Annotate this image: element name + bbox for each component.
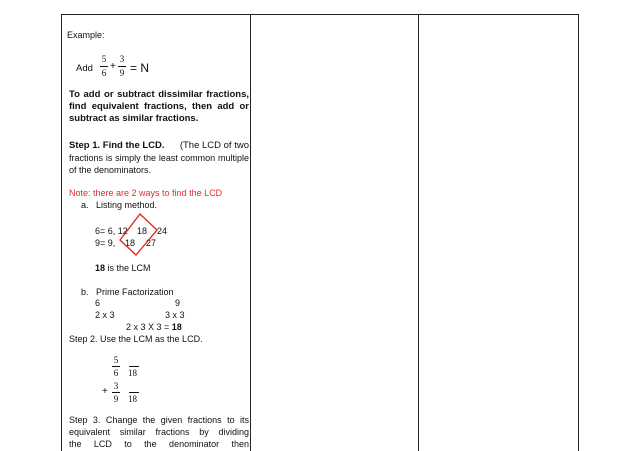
rule-line-2: find equivalent fractions, then add or (69, 101, 249, 112)
table-left-border (61, 14, 62, 451)
step2-label: Step 2. Use the LCM as the LCD. (69, 334, 203, 344)
listing-row-6-start: 6= 6, 12 (95, 226, 128, 236)
listing-row-6-match: 18 (137, 226, 148, 236)
lcd-note: Note: there are 2 ways to find the LCD (69, 188, 223, 198)
example-label: Example: (67, 30, 105, 40)
step2-plus-sign: + (102, 386, 108, 397)
step2-frac1-target-den: 18 (128, 368, 137, 378)
problem-frac2-numerator: 3 (119, 54, 125, 64)
listing-row-9-match: 18 (125, 238, 136, 248)
problem-equals-n: = N (130, 61, 150, 75)
pf-right-number: 9 (175, 298, 181, 308)
pf-product-text: 2 x 3 X 3 = (126, 322, 170, 332)
step2-frac2-target-den: 18 (128, 394, 137, 404)
problem-frac2-bar (118, 66, 126, 67)
method-a-label: Listing method. (96, 200, 158, 210)
step1-title: Step 1. Find the LCD. (69, 140, 165, 151)
pf-product-value: 18 (171, 322, 182, 332)
pf-left-number: 6 (95, 298, 101, 308)
listing-row-9-next: 27 (146, 238, 157, 248)
step1-line-3: of the denominators. (69, 165, 152, 175)
listing-row-9-start: 9= 9, (95, 238, 116, 248)
pf-left-factors: 2 x 3 (95, 310, 115, 320)
method-b-marker: b. (81, 287, 89, 297)
listing-row-6-next: 24 (157, 226, 168, 236)
column-divider-1 (250, 14, 251, 451)
add-label: Add (76, 63, 93, 74)
step2-frac2-denominator: 9 (113, 394, 119, 404)
problem-frac1-bar (100, 66, 108, 67)
rule-line-3: subtract as similar fractions. (69, 113, 199, 124)
step2-frac2-target-bar (129, 392, 139, 393)
step2-frac1-denominator: 6 (113, 368, 119, 378)
step2-frac1-target-bar (129, 366, 139, 367)
problem-frac2-denominator: 9 (119, 68, 125, 78)
pf-product (126, 321, 182, 333)
lcm-line (95, 262, 151, 274)
table-right-border (578, 14, 579, 451)
problem-plus-sign: + (110, 61, 116, 72)
step2-frac1-bar (112, 366, 120, 367)
step1-first-line (69, 140, 249, 152)
rule-line-1: To add or subtract dissimilar fractions, (69, 89, 249, 100)
method-b-label: Prime Factorization (96, 287, 174, 297)
step3-line-1: Step 3. Change the given fractions to its (69, 415, 249, 425)
step2-frac2-numerator: 3 (113, 381, 119, 391)
step1-line-2: fractions is simply the least common multiple (69, 153, 249, 163)
lcm-value: 18 (95, 263, 106, 273)
problem-frac1-denominator: 6 (101, 68, 107, 78)
step3-line-2: equivalent similar fractions by dividing (69, 427, 249, 437)
table-top-border (61, 14, 579, 15)
step3-line-3: the LCD to the denominator then (69, 439, 249, 449)
step1-intro: (The LCD of two (179, 140, 249, 151)
step2-frac2-bar (112, 392, 120, 393)
lcm-text: is the LCM (107, 263, 151, 273)
step2-frac1-numerator: 5 (113, 355, 119, 365)
pf-right-factors: 3 x 3 (165, 310, 185, 320)
method-a-marker: a. (81, 200, 89, 210)
problem-frac1-numerator: 5 (101, 54, 107, 64)
column-divider-2 (418, 14, 419, 451)
